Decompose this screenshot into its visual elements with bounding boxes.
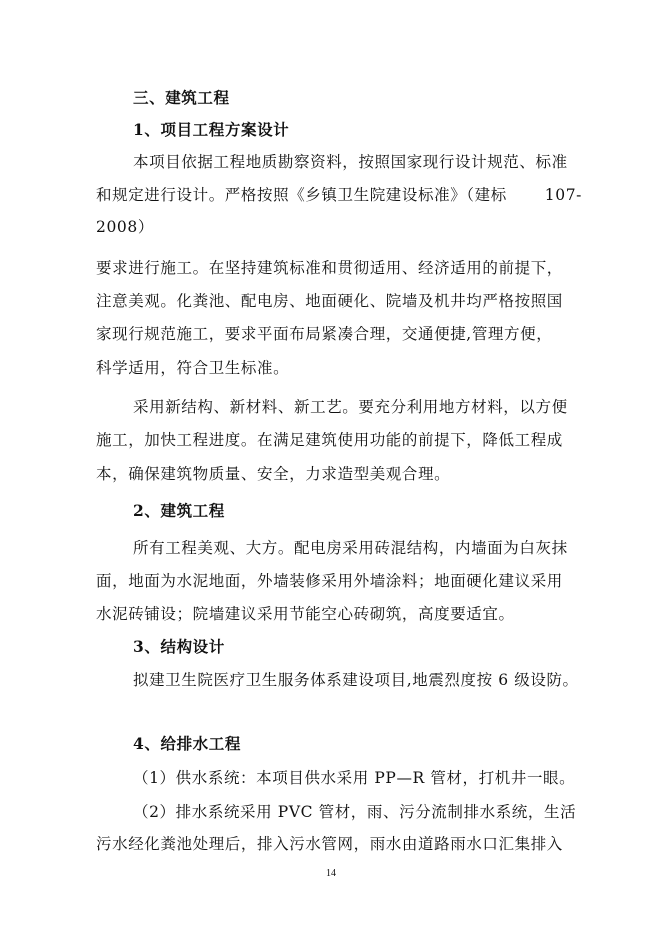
paragraph-line: 拟建卫生院医疗卫生服务体系建设项目,地震烈度按 6 级设防。 (133, 671, 579, 689)
paragraph-line: （2）排水系统采用 PVC 管材，雨、污分流制排水系统，生活 (133, 803, 577, 821)
paragraph-line: 要求进行施工。在坚持建筑标准和贯彻适用、经济适用的前提下， (96, 259, 563, 277)
paragraph-line: 本项目依据工程地质勘察资料，按照国家现行设计规范、标准 (133, 153, 568, 171)
subsection-heading-1: 1、项目工程方案设计 (133, 120, 290, 139)
paragraph-line: 所有工程美观、大方。配电房采用砖混结构，内墙面为白灰抹 (133, 539, 568, 557)
paragraph-line-part: 和规定进行设计。严格按照《乡镇卫生院建设标准》（建标 (96, 186, 507, 204)
paragraph-line: 水泥砖铺设；院墙建议采用节能空心砖砌筑，高度要适宜。 (96, 605, 515, 623)
paragraph-line-part: 107- (544, 186, 582, 204)
subsection-heading-2: 2、建筑工程 (133, 501, 225, 520)
paragraph-line: 注意美观。化粪池、配电房、地面硬化、院墙及机井均严格按照国 (96, 292, 563, 310)
subsection-heading-4: 4、给排水工程 (133, 734, 241, 753)
page-number: 14 (326, 868, 336, 879)
section-heading: 三、建筑工程 (133, 88, 230, 107)
paragraph-line: 污水经化粪池处理后，排入污水管网，雨水由道路雨水口汇集排入 (96, 835, 563, 853)
paragraph-line: （1）供水系统：本项目供水采用 PP—R 管材，打机井一眼。 (133, 769, 576, 787)
paragraph-line: 本，确保建筑物质量、安全，力求造型美观合理。 (96, 465, 451, 483)
paragraph-line: 科学适用，符合卫生标准。 (96, 359, 290, 377)
paragraph-line: 采用新结构、新材料、新工艺。要充分利用地方材料，以方便 (133, 398, 568, 416)
paragraph-line: 施工，加快工程进度。在满足建筑使用功能的前提下，降低工程成 (96, 431, 563, 449)
paragraph-line: 面，地面为水泥地面，外墙装修采用外墙涂料；地面硬化建议采用 (96, 572, 563, 590)
paragraph-line-justified (96, 185, 582, 205)
subsection-heading-3: 3、结构设计 (133, 637, 225, 656)
paragraph-line: 2008） (96, 218, 154, 236)
paragraph-line: 家现行规范施工，要求平面布局紧凑合理，交通便捷,管理方便， (96, 325, 553, 343)
